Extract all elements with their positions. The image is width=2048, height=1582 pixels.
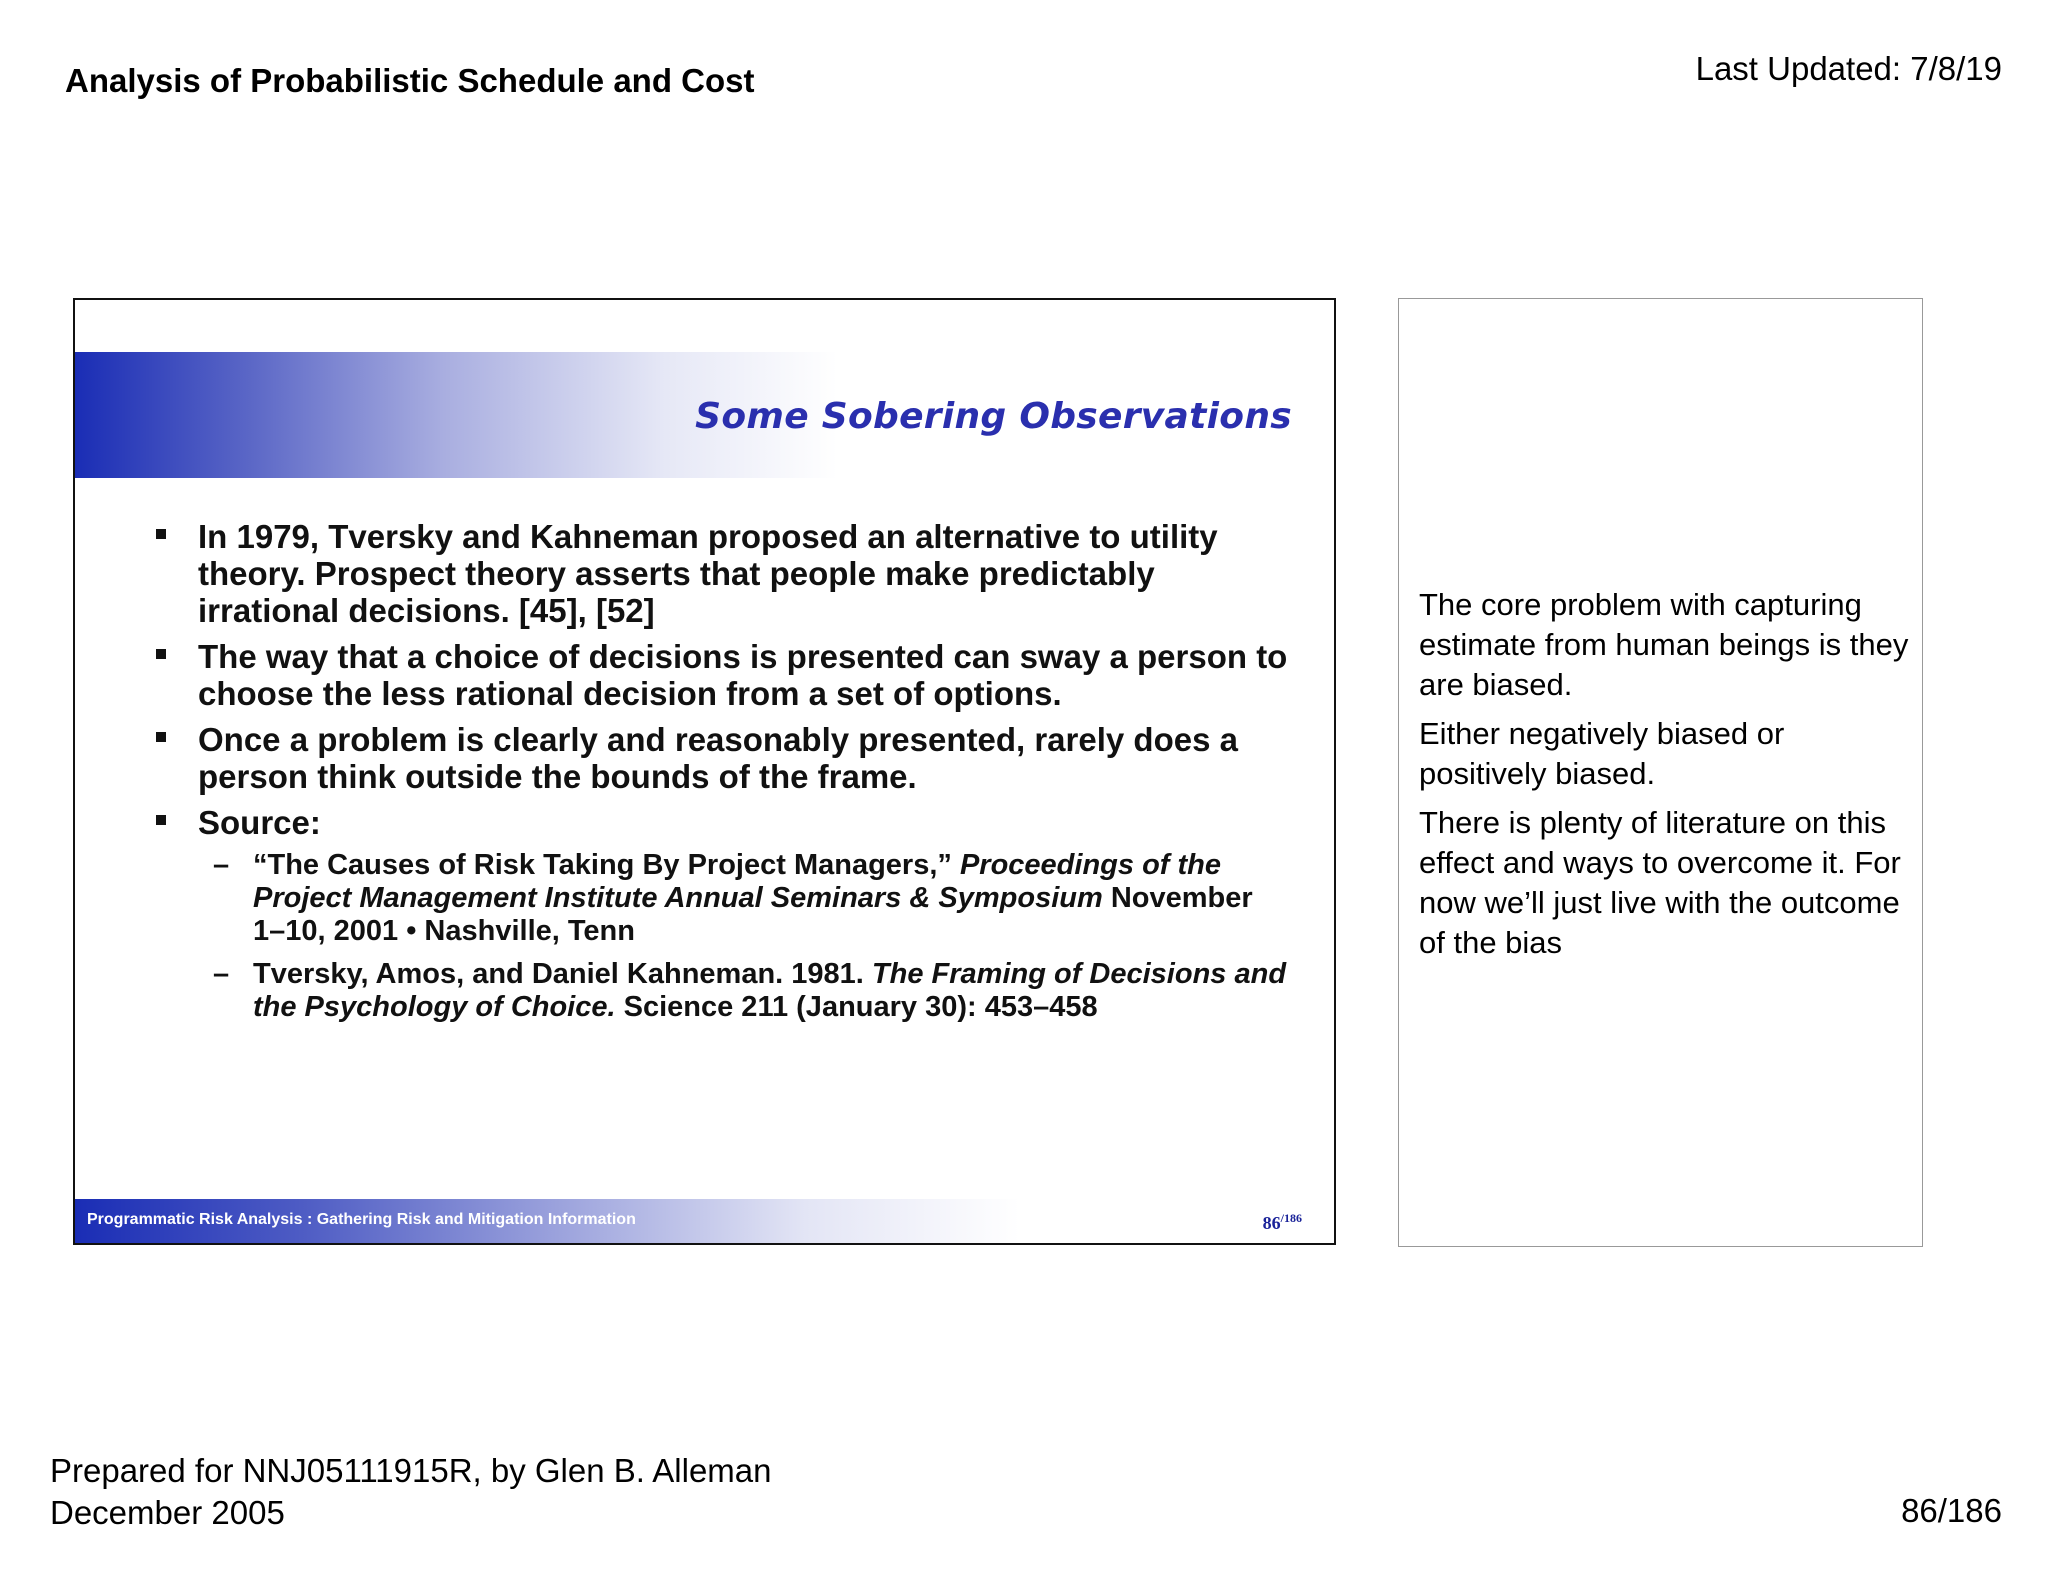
source-item — [198, 958, 1290, 1024]
last-updated: Last Updated: 7/8/19 — [1695, 50, 2002, 87]
document-title: Analysis of Probabilistic Schedule and Cost — [65, 62, 755, 99]
note-paragraph: The core problem with capturing estimate from human beings is they are biased. — [1419, 587, 1909, 702]
prepared-line: Prepared for NNJ05111915R, by Glen B. Alleman — [50, 1452, 772, 1489]
source-publication: Proceedings of the Project Management Institute Annual Seminars & Symposium — [253, 849, 1221, 914]
source-tail: November 1–10, 2001 • Nashville, Tenn — [253, 882, 1253, 947]
note-paragraph: Either negatively biased or positively biased. — [1419, 716, 1785, 791]
source-label: Source: — [198, 804, 321, 841]
slide-bullet: The way that a choice of decisions is presented can sway a person to choose the less rational decision from a set of options. — [150, 638, 1290, 712]
slide-bullet-source — [150, 804, 1290, 1024]
source-list — [198, 849, 1290, 1024]
notes-body — [1419, 585, 1909, 972]
source-tail: Science 211 (January 30): 453–458 — [623, 991, 1098, 1023]
note-paragraph: There is plenty of literature on this effect and ways to overcome it. For now we’ll just live with the outcome of the bias — [1419, 805, 1901, 960]
page-number: 86/186 — [1901, 1492, 2002, 1529]
slide-footer-band — [75, 1199, 1334, 1243]
slide-title: Some Sobering Observations — [695, 396, 1292, 437]
source-lead: “The Causes of Risk Taking By Project Managers,” — [253, 849, 952, 881]
slide-footer-text: Programmatic Risk Analysis : Gathering Risk and Mitigation Information — [87, 1211, 636, 1228]
slide-page-number: $86^{/186}$ — [1262, 1211, 1302, 1233]
source-lead: Tversky, Amos, and Daniel Kahneman. 1981. — [253, 958, 864, 990]
source-item — [198, 849, 1290, 948]
source-publication: The Framing of Decisions and the Psychology of Choice. — [253, 958, 1287, 1023]
speaker-notes-box — [1398, 298, 1923, 1247]
slide-bullet: In 1979, Tversky and Kahneman proposed an alternative to utility theory. Prospect theory asserts that people make predictably irrational decisions. [45], [52] — [150, 518, 1290, 629]
slide-image — [73, 298, 1336, 1245]
prepared-for — [50, 1450, 772, 1534]
slide-bullet: Once a problem is clearly and reasonably presented, rarely does a person think outside the bounds of the frame. — [150, 721, 1290, 795]
prepared-date: December 2005 — [50, 1494, 285, 1531]
slide-bullet-list — [150, 518, 1290, 1034]
